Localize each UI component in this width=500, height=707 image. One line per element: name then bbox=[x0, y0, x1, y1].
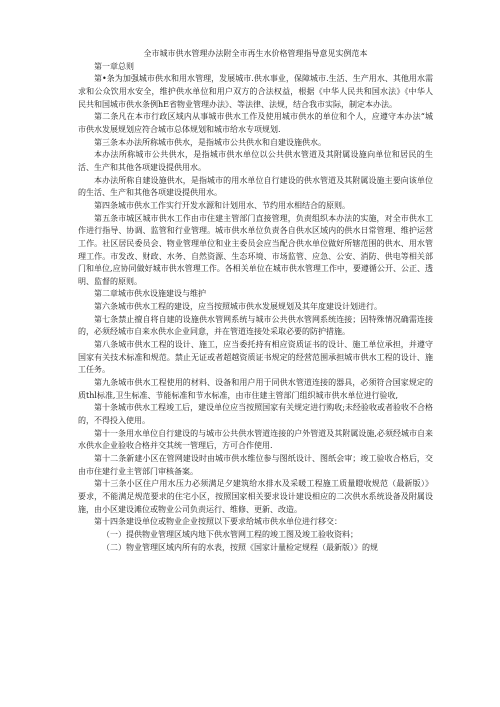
article-paragraph: 第八条城市供水工程的设计、施工，应当委托持有相应资质证书的设计、施工单位承担，并遵守国家有关技术标准和规范。禁止无证或者超越资质证书规定的经营范围承担城市供水工程的设计、施工任务。 bbox=[78, 340, 433, 375]
article-paragraph: 第五条市城区城市供水工作由市住建主管部门直接管理，负责组织本办法的实施，对全市供水工作进行指导、协调、监管和行业管理。城市供水单位负责各自供水区域内的供水日常管理、维护运营工作。社区居民委员会、物业管理单位和业主委员会应当配合供水单位做好所辖范围的供水、用水管理工作。市发改、财政、水务、自然资源、生态环境、市场监管、应急、公安、消防、供电等相关部门和单位,应协同做好城市供水管理工作。各相关单位在城市供水管理工作中，要遵循公开、公正、透明、监督的原则。 bbox=[78, 213, 433, 286]
list-item: （二）物业管理区域内所有的水表，按照《国家计量检定规程（最新版）》的规 bbox=[102, 542, 378, 552]
article-paragraph: 本办法所称城市公共供水，是指城市供水单位以公共供水管道及其附属设施向单位和居民的生活、生产和其他各项建设提供用水。 bbox=[78, 150, 433, 172]
document-title: 全市城市供水管理办法附全市再生水价格管理指导意见实例范本 bbox=[143, 49, 368, 58]
article-paragraph: 第十条城市供水工程竣工后，建设单位应当按照国家有关规定进行购收;未经验收或者验收不合格的，不得投入使用。 bbox=[78, 403, 433, 426]
article-paragraph: 第三条本办法所称城市供水，是指城市公共供水和自建设施供水。 bbox=[94, 137, 326, 147]
article-paragraph: 第十四条建设单位或物业企业按照以下要求给城市供水单位进行移交： bbox=[94, 517, 342, 527]
article-paragraph: 第二条凡在本市行政区域内从事城市供水工作及使用城市供水的单位和个人，应遵守本办法“城市供水发展规划应符合城市总体规划和城市给水专项规划. bbox=[78, 112, 433, 134]
chapter-heading: 第二章城市供水设施建设与维护 bbox=[94, 289, 206, 299]
article-paragraph: 第十一条用水单位自行建设的与城市公共供水管道连接的户外管道及其附属设施,必须经城市自来水供水企业验收合格并交其统一管理后，方可合作使用. bbox=[78, 428, 433, 451]
article-paragraph: 本办法所称自建设施供水，是指城市的用水单位自行建设的供水管道及其附属设施主要向该单位的生活、生产和其他各项建设提供用水。 bbox=[78, 175, 433, 198]
list-item: （一）提供物业管理区域内地下供水管网工程的竣工图及竣工验收资料； bbox=[102, 529, 358, 539]
article-paragraph: 第四条城市供水工作实行开发水源和计划用水、节约用水相结合的原则。 bbox=[94, 200, 350, 210]
article-paragraph: 第•条为加强城市供水和用水管理，发展城市.供水事业，保障城市.生活、生产用水、其他用水需求和公众饮用水安全，维护供水单位和用户双方的合法权益，根据《中华人民共和国水法》《中华人民共和国城市供水条例hE省物业管理办法》、等法律、法规，结合我市实际，制定本办法。 bbox=[78, 74, 433, 109]
document-page bbox=[78, 48, 433, 554]
chapter-heading: 第一章总则 bbox=[94, 61, 134, 71]
article-paragraph: 第十二条新建小区在管网建设时由城市供水维位参与图纸设计、图纸会审；竣工验收合格后，交由市住建行业主管部门审核备案。 bbox=[78, 454, 433, 476]
article-paragraph: 第十三条小区住户用水压力必须满足夕建筑给水排水及采暖工程施工质量瞪收规范（最新版）》要求，不能满足规范要求的住宅小区，按照国家相关要求设计建设相应的二次供水系统设备及附属设施，由小区建设滩位或物业公司负责运行、维修、更新、改造。 bbox=[78, 479, 433, 514]
article-paragraph: 第六条城市供水工程的建设，应当按照城市供水发展规划及其年度建设计划进行。 bbox=[94, 302, 382, 312]
document-body bbox=[78, 61, 433, 555]
article-paragraph: 第七条禁止擅自将自建的设施供水管网系统与城市公共供水管网系统连接；因特殊情况确需连接的，必须经城市自来水供水企业同意，并在管道连接处采取必要的防护措施。 bbox=[78, 314, 433, 337]
article-paragraph: 第九条城市供水工程使用的材料、设备和用户用于同供水管道连接的器具，必须符合国家规定的质thl标准,卫生标准、节能标准和节水标准，由市住建主管部门组织城市供水单位进行验收, bbox=[78, 378, 433, 400]
